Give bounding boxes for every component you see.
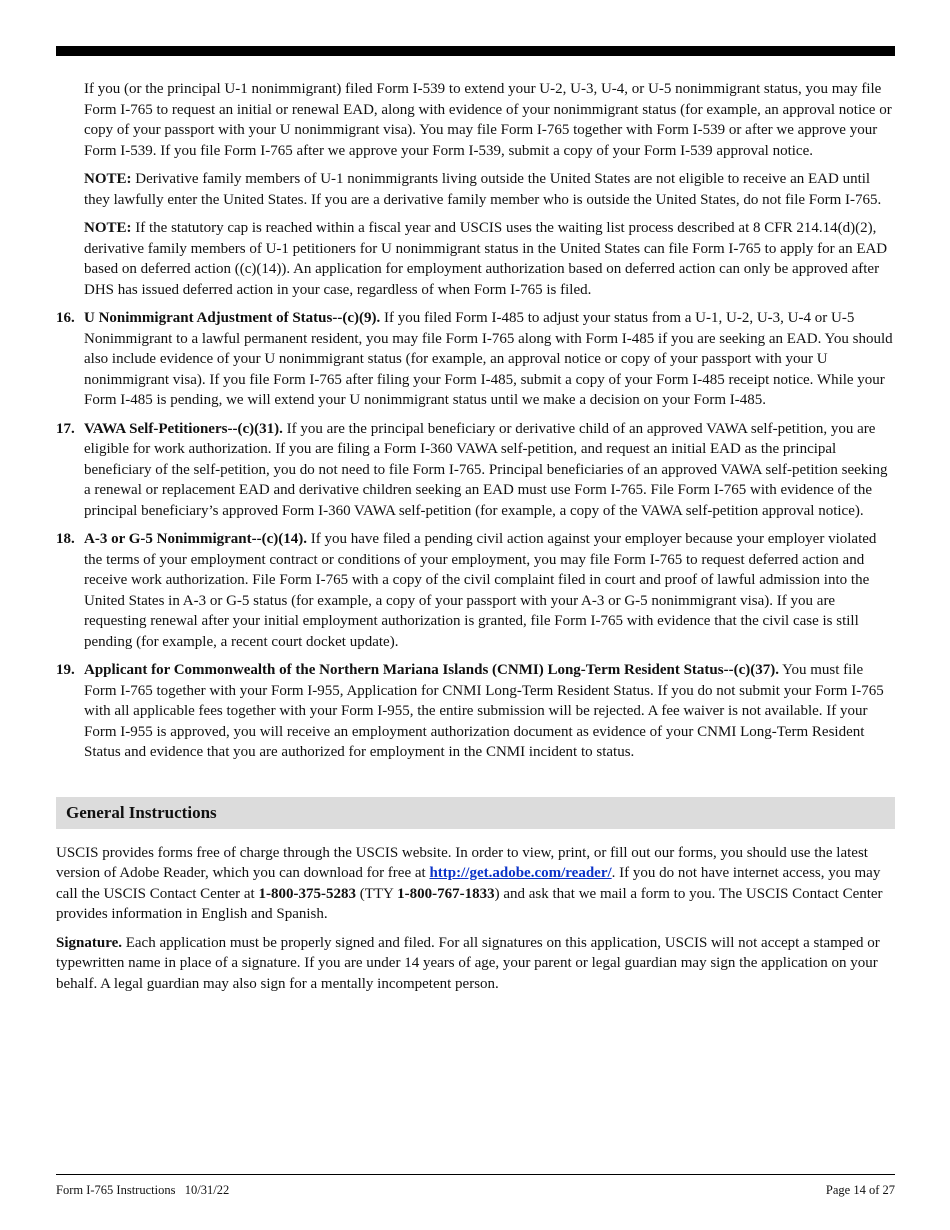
list-item-18 xyxy=(56,529,895,652)
contact-center-phone: 1-800-375-5283 xyxy=(258,885,356,902)
tty-phone: 1-800-767-1833 xyxy=(397,885,495,902)
item-text: You must file Form I-765 together with your Form I-955, Application for CNMI Long-Term Resident Status. If you do not submit your Form I-765 with all applicable fees together with your Form I-955, the entire submission will be rejected. A fee waiver is not available. If your Form I-955 is approved, you will receive an employment authorization document as evidence of your CNMI Long-Term Resident Status and evidence that you are authorized for employment in the CNMI incident to status. xyxy=(84,662,884,760)
item-title: A-3 or G-5 Nonimmigrant--(c)(14). xyxy=(84,531,308,547)
list-item-17 xyxy=(56,419,895,522)
form-name: Form I-765 Instructions 10/31/22 xyxy=(56,1183,230,1197)
signature-paragraph xyxy=(56,933,895,995)
page-footer xyxy=(56,1183,895,1198)
item-number: 16. xyxy=(56,310,75,326)
intro-section xyxy=(56,79,895,300)
item-title: VAWA Self-Petitioners--(c)(31). xyxy=(84,420,283,437)
paragraph-text: ) and ask that we mail a form to you. The USCIS Contact Center provides information in English and Spanish. xyxy=(56,885,883,922)
list-item-19 xyxy=(56,660,895,763)
forms-availability-paragraph xyxy=(56,843,895,925)
signature-label: Signature. xyxy=(56,934,122,951)
item-text: If you have filed a pending civil action against your employer because your employer violated the terms of your employment contract or conditions of your employment, you may file Form I-765 to request deferred action and receive work authorization. File Form I-765 with a copy of the civil complaint filed in court and proof of lawful admission into the United States in A-3 or G-5 status (for example, a copy of your passport with your A-3 or G-5 nonimmigrant visa). If you are requesting renewal after your initial employment authorization is granted, file Form I-765 with evidence that the civil case is still pending (for example, a recent court docket update). xyxy=(84,531,877,650)
note-derivative-members xyxy=(84,169,895,210)
note-text: Derivative family members of U-1 nonimmigrants living outside the United States are not eligible to receive an EAD until they lawfully enter the United States. If you are a derivative family member who is outside the United States, do not file Form I-765. xyxy=(84,171,882,208)
general-instructions-heading: General Instructions xyxy=(56,797,895,829)
note-label: NOTE: xyxy=(84,220,132,236)
list-item-16 xyxy=(56,308,895,411)
note-label: NOTE: xyxy=(84,171,132,187)
paragraph-text: USCIS provides forms free of charge through the USCIS website. In order to view, print, or fill out our forms, you should use the latest version of Adobe Reader, which you can download for free at xyxy=(56,844,868,881)
header-rule xyxy=(56,46,895,56)
adobe-reader-link[interactable]: http://get.adobe.com/reader/ xyxy=(429,865,612,881)
page-number: Page 14 of 27 xyxy=(825,1183,895,1197)
item-title: U Nonimmigrant Adjustment of Status--(c)(9). xyxy=(84,310,381,326)
item-text: If you filed Form I-485 to adjust your status from a U-1, U-2, U-3, U-4 or U-5 Nonimmigrant to a lawful permanent resident, you may file Form I-765 along with Form I-485 if you are seeking an EAD. You should also include evidence of your U nonimmigrant status (for example, an approval notice or copy of your passport with your U nonimmigrant visa). If you file Form I-765 after filing your Form I-485, submit a copy of your Form I-485 receipt notice. While your Form I-485 is pending, we will extend your U nonimmigrant status until we make a decision on your Form I-485. xyxy=(84,310,893,408)
item-number: 17. xyxy=(56,420,75,437)
paragraph-text: (TTY xyxy=(355,885,398,902)
note-text: If the statutory cap is reached within a fiscal year and USCIS uses the waiting list process described at 8 CFR 214.14(d)(2), derivative family members of U-1 petitioners for U nonimmigrant status in the United States can file Form I-765 to apply for an EAD based on deferred action ((c)(14)). An application for employment authorization based on deferred action can only be approved after DHS has issued deferred action in your case, regardless of when Form I-765 is filed. xyxy=(84,220,888,298)
item-number: 18. xyxy=(56,531,75,547)
item-title: Applicant for Commonwealth of the Northern Mariana Islands (CNMI) Long-Term Resident Status--(c)(37). xyxy=(84,662,779,678)
page-content xyxy=(56,79,895,1002)
item-text: If you are the principal beneficiary or derivative child of an approved VAWA self-petition, you are eligible for work authorization. If you are filing a Form I-360 VAWA self-petition, and request an initial EAD as the principal beneficiary of the self-petition, you do not need to file Form I-765. Principal beneficiaries of an approved VAWA self-petition seeking a renewal or replacement EAD and derivative children seeking an EAD must use Form I-765. File Form I-765 with evidence of the principal beneficiary’s approved Form I-360 VAWA self-petition (for example, a copy of the VAWA self-petition approval notice). xyxy=(84,420,888,519)
footer-rule xyxy=(56,1174,895,1175)
item-number: 19. xyxy=(56,662,75,678)
note-statutory-cap xyxy=(84,218,895,300)
intro-paragraph: If you (or the principal U-1 nonimmigrant) filed Form I-539 to extend your U-2, U-3, U-4, or U-5 nonimmigrant status, you may file Form I-765 to request an initial or renewal EAD, along with evidence of your nonimmigrant status (for example, an approval notice or copy of your passport with your U nonimmigrant visa). You may file Form I-765 together with Form I-539 or after we approve your Form I-539. If you file Form I-765 after we approve your Form I-539, submit a copy of your Form I-539 approval notice. xyxy=(84,81,892,159)
paragraph-text: . If you do not have internet access, you may call the USCIS Contact Center at xyxy=(56,865,881,902)
signature-text: Each application must be properly signed and filed. For all signatures on this application, USCIS will not accept a stamped or typewritten name in place of a signature. If you are under 14 years of age, your parent or legal guardian may sign the application on your behalf. A legal guardian may also sign for a mentally incompetent person. xyxy=(56,934,880,992)
